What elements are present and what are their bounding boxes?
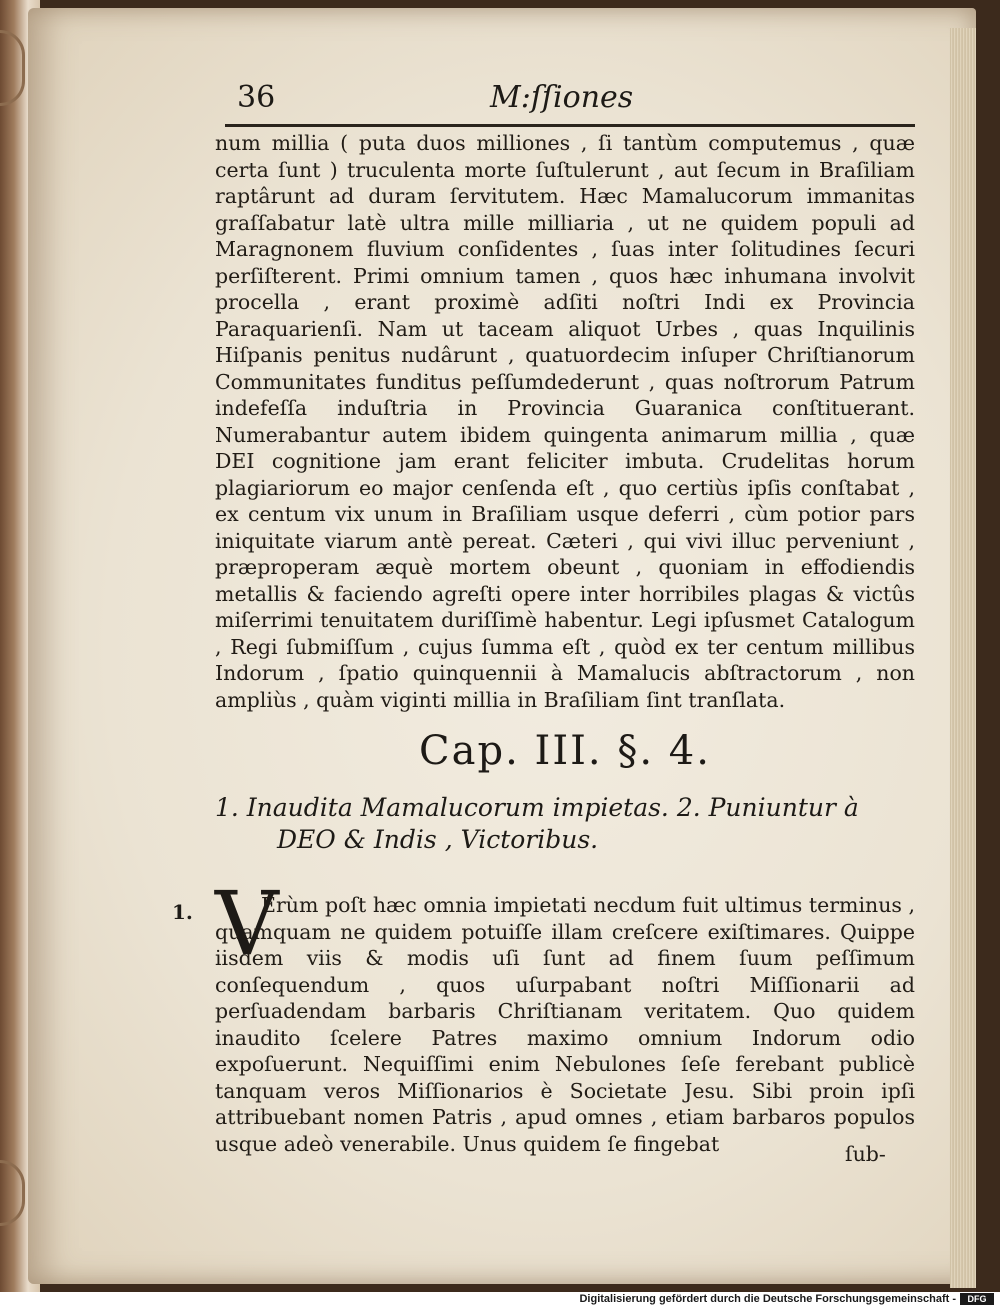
margin-number: 1. (172, 900, 193, 924)
footer-credit: Digitalisierung gefördert durch die Deutsche Forschungsgemeinschaft - (579, 1293, 956, 1305)
running-head (225, 80, 915, 120)
body-paragraph-1: num millia ( puta duos milliones , ſi tantùm computemus , quæ certa ſunt ) truculenta morte ſuſtulerunt , aut ſecum in Braſiliam raptârunt ad duram ſervitutem. Hæc Mamalucorum immanitas graſſabatur latè ultra mille milliaria , ut ne quidem populi ad Maragnonem fluvium conſidentes , ſuas inter ſolitudines ſecuri perſiſterent. Primi omnium tamen , quos hæc inhumana involvit procella , erant proximè adſiti noſtri Indi ex Provincia Paraquarienſi. Nam ut taceam aliquot Urbes , quas Inquilinis Hiſpanis penitus nudârunt , quatuordecim inſuper Chriſtianorum Communitates funditus peſſumdederunt , quas noſtrorum Patrum indefeſſa induſtria in Provincia Guaranica conſtituerant. Numerabantur autem ibidem quingenta animarum millia , quæ DEI cognitione jam erant feliciter imbuta. Crudelitas horum plagiariorum eo major cenſenda eſt , quo certiùs ipſis conſtabat , ex centum vix unum in Braſiliam usque deferri , cùm potior pars iniquitate viarum antè pereat. Cæteri , qui vivi illuc perveniunt , præproperam æquè mortem obeunt , quoniam in effodiendis metallis & faciendo agreſti opere inter horribiles plagas & victûs miſerrimi tenuitatem duriſſimè habentur. Legi ipſusmet Catalogum , Regi ſubmiſſum , cujus ſumma eſt , quòd ex ter centum millibus Indorum , ſpatio quinquennii à Mamalucis abſtractorum , non ampliùs , quàm viginti millia in Braſiliam ſint tranſlata. (215, 131, 915, 712)
body-paragraph-2 (215, 892, 915, 1157)
chapter-summary-line-1: 1. Inaudita Mamalucorum impietas. 2. Puniuntur à (215, 793, 859, 822)
page-number: 36 (237, 80, 276, 115)
body-paragraph-2-text: Erùm poſt hæc omnia impietati necdum fuit ultimus terminus , quamquam ne quidem potuiſſe illam creſcere exiſtimares. Quippe iisdem viis & modis uſi ſunt ad finem ſuum peſſimum conſequendum , quos uſurpabant noſtri Miſſionarii ad perſuadendam barbaris Chriſtianam veritatem. Quo quidem inaudito ſcelere Patres maximo omnium Indorum odio expoſuerunt. Nequiſſimi enim Nebulones ſeſe ferebant publicè tanquam veros Miſſionarios è Societate Jesu. Sibi proin ipſi attribuebant nomen Patris , apud omnes , etiam barbaros populos usque adeò venerabile. Unus quidem ſe fingebat (215, 893, 915, 1156)
header-rule (225, 124, 915, 127)
chapter-summary (215, 792, 915, 856)
running-title: M:ſſiones (490, 80, 634, 115)
chapter-heading: Cap. III. §. 4. (419, 728, 711, 774)
drop-cap: V (215, 872, 279, 975)
footer-bar (0, 1292, 1000, 1307)
page-fore-edge (950, 28, 976, 1288)
catchword: ſub- (845, 1142, 886, 1166)
chapter-summary-line-2: DEO & Indis , Victoribus. (277, 825, 599, 854)
dfg-logo: DFG (960, 1293, 994, 1305)
